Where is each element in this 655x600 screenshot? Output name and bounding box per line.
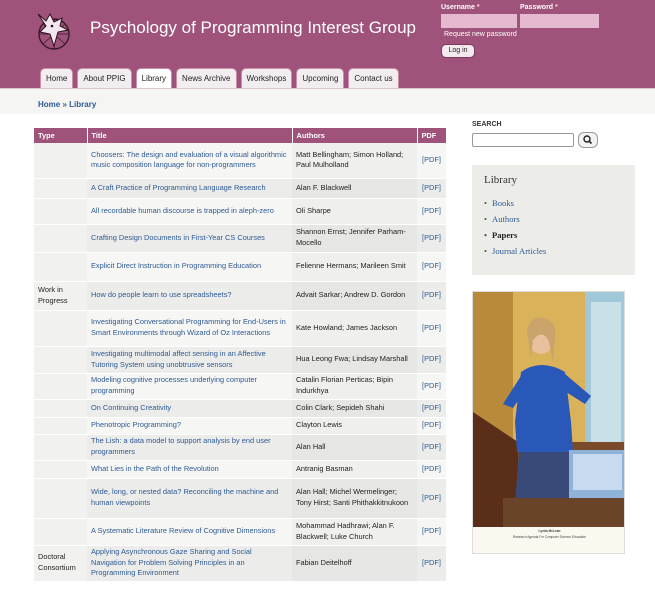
paper-title-link[interactable]: Choosers: The design and evaluation of a visual algorithmic music composition language for non-programmers <box>87 143 292 178</box>
row-type <box>34 310 87 346</box>
library-item-journal-articles[interactable]: • Journal Articles <box>484 246 546 262</box>
table-row <box>34 178 446 198</box>
header-title[interactable]: Title <box>87 128 292 143</box>
paper-title-link[interactable]: How do people learn to use spreadsheets? <box>87 281 292 310</box>
speaker-photo-image <box>473 292 625 527</box>
tab-home[interactable]: Home <box>40 68 73 88</box>
paper-authors: Colin Clark; Sepideh Shahi <box>292 399 417 417</box>
paper-title-link[interactable]: The Lish: a data model to support analysis by end user programmers <box>87 434 292 460</box>
table-row <box>34 143 446 178</box>
table-row <box>34 478 446 518</box>
pdf-link[interactable]: [PDF] <box>417 252 446 281</box>
paper-title-link[interactable]: What Lies in the Path of the Revolution <box>87 460 292 478</box>
pdf-link[interactable]: [PDF] <box>417 478 446 518</box>
search-label: SEARCH <box>472 121 502 128</box>
row-type <box>34 373 87 399</box>
paper-title-link[interactable]: Applying Asynchronous Gaze Sharing and Social Navigation for Problem Solving Principles in an Programming Environment <box>87 545 292 581</box>
paper-authors: Oli Sharpe <box>292 198 417 224</box>
pdf-link[interactable]: [PDF] <box>417 198 446 224</box>
pdf-link[interactable]: [PDF] <box>417 178 446 198</box>
library-item-books[interactable]: • Books <box>484 198 546 214</box>
table-row <box>34 434 446 460</box>
paper-authors: Clayton Lewis <box>292 417 417 434</box>
paper-title-link[interactable]: Crafting Design Documents in First-Year CS Courses <box>87 224 292 252</box>
paper-title-link[interactable]: A Systematic Literature Review of Cognitive Dimensions <box>87 518 292 545</box>
request-password-link[interactable]: Request new password <box>444 31 517 38</box>
pdf-link[interactable]: [PDF] <box>417 143 446 178</box>
row-type <box>34 518 87 545</box>
library-menu <box>472 165 635 275</box>
table-row <box>34 310 446 346</box>
paper-authors: Alan F. Blackwell <box>292 178 417 198</box>
paper-authors: Fabian Deitelhoff <box>292 545 417 581</box>
paper-title-link[interactable]: A Craft Practice of Programming Language Research <box>87 178 292 198</box>
row-type <box>34 198 87 224</box>
header-authors[interactable]: Authors <box>292 128 417 143</box>
table-row <box>34 460 446 478</box>
username-label: Username * <box>441 4 480 11</box>
speaker-photo <box>472 291 625 554</box>
paper-title-link[interactable]: Explicit Direct Instruction in Programming Education <box>87 252 292 281</box>
pdf-link[interactable]: [PDF] <box>417 417 446 434</box>
paper-authors: Hua Leong Fwa; Lindsay Marshall <box>292 346 417 373</box>
paper-title-link[interactable]: Investigating multimodal affect sensing in an Affective Tutoring System using unobtrusive sensors <box>87 346 292 373</box>
pdf-link[interactable]: [PDF] <box>417 310 446 346</box>
header-pdf: PDF <box>417 128 446 143</box>
tab-library[interactable]: Library <box>136 68 172 88</box>
table-row <box>34 346 446 373</box>
row-type <box>34 346 87 373</box>
paper-title-link[interactable]: All recordable human discourse is trapped in aleph-zero <box>87 198 292 224</box>
paper-title-link[interactable]: Modeling cognitive processes underlying computer programming <box>87 373 292 399</box>
paper-authors: Kate Howland; James Jackson <box>292 310 417 346</box>
row-type <box>34 143 87 178</box>
paper-authors: Alan Hall <box>292 434 417 460</box>
paper-title-link[interactable]: Wide, long, or nested data? Reconciling the machine and human viewpoints <box>87 478 292 518</box>
photo-caption-name: Lynda McLean <box>538 529 561 533</box>
password-label: Password * <box>520 4 558 11</box>
row-type <box>34 417 87 434</box>
table-row <box>34 224 446 252</box>
subheader-bar <box>0 88 655 114</box>
paper-title-link[interactable]: Phenotropic Programming? <box>87 417 292 434</box>
paper-authors: Mohammad Hadhrawi; Alan F. Blackwell; Luke Church <box>292 518 417 545</box>
pdf-link[interactable]: [PDF] <box>417 518 446 545</box>
photo-caption-subtitle: Research Agenda For Computer Science Education <box>512 535 587 539</box>
paper-authors: Catalin Florian Perticas; Bipin Indurkhya <box>292 373 417 399</box>
tab-about-ppig[interactable]: About PPIG <box>77 68 131 88</box>
paper-authors: Shannon Ernst; Jennifer Parham-Mocello <box>292 224 417 252</box>
paper-authors: Felienne Hermans; Marileen Smit <box>292 252 417 281</box>
library-menu-title: Library <box>484 174 517 186</box>
username-input[interactable] <box>441 14 517 28</box>
library-menu-list <box>484 198 546 262</box>
papers-table <box>34 128 447 582</box>
search-icon <box>579 133 597 147</box>
tab-news-archive[interactable]: News Archive <box>176 68 236 88</box>
search-input[interactable] <box>472 133 574 147</box>
library-item-papers[interactable]: • Papers <box>484 230 546 246</box>
row-type: Work in Progress <box>34 281 87 310</box>
main-nav-tabs <box>40 68 403 88</box>
paper-authors: Advait Sarkar; Andrew D. Gordon <box>292 281 417 310</box>
tab-workshops[interactable]: Workshops <box>241 68 293 88</box>
table-header-row <box>34 128 446 143</box>
search-button[interactable] <box>578 132 598 148</box>
row-type <box>34 224 87 252</box>
breadcrumb-separator: » <box>62 100 67 109</box>
site-header <box>0 0 655 88</box>
pdf-link[interactable]: [PDF] <box>417 460 446 478</box>
login-button[interactable]: Log in <box>441 44 475 58</box>
row-type <box>34 460 87 478</box>
table-row <box>34 417 446 434</box>
header-type[interactable]: Type <box>34 128 87 143</box>
pdf-link[interactable]: [PDF] <box>417 346 446 373</box>
pdf-link[interactable]: [PDF] <box>417 545 446 581</box>
table-row <box>34 399 446 417</box>
row-type <box>34 478 87 518</box>
table-row <box>34 198 446 224</box>
library-item-authors[interactable]: • Authors <box>484 214 546 230</box>
paper-authors: Antranig Basman <box>292 460 417 478</box>
pdf-link[interactable]: [PDF] <box>417 224 446 252</box>
ppig-logo-icon[interactable] <box>32 8 76 56</box>
table-row <box>34 373 446 399</box>
password-input[interactable] <box>520 14 599 28</box>
table-row <box>34 252 446 281</box>
paper-title-link[interactable]: Investigating Conversational Programming for End-Users in Smart Environments through Wizard of Oz Interactions <box>87 310 292 346</box>
breadcrumb-home[interactable]: Home <box>38 100 61 109</box>
row-type <box>34 434 87 460</box>
row-type <box>34 178 87 198</box>
tab-contact-us[interactable]: Contact us <box>348 68 398 88</box>
site-title[interactable]: Psychology of Programming Interest Group <box>90 18 416 37</box>
paper-authors: Matt Bellingham; Simon Holland; Paul Mulholland <box>292 143 417 178</box>
row-type <box>34 399 87 417</box>
breadcrumb <box>38 100 96 109</box>
table-row <box>34 545 446 581</box>
breadcrumb-current[interactable]: Library <box>69 100 97 109</box>
pdf-link[interactable]: [PDF] <box>417 281 446 310</box>
row-type: Doctoral Consortium <box>34 545 87 581</box>
paper-authors: Alan Hall; Michel Wermelinger; Tony Hirst; Santi Phithakkitnukoon <box>292 478 417 518</box>
tab-upcoming[interactable]: Upcoming <box>296 68 344 88</box>
row-type <box>34 252 87 281</box>
pdf-link[interactable]: [PDF] <box>417 373 446 399</box>
table-row <box>34 518 446 545</box>
paper-title-link[interactable]: On Continuing Creativity <box>87 399 292 417</box>
table-row <box>34 281 446 310</box>
pdf-link[interactable]: [PDF] <box>417 434 446 460</box>
pdf-link[interactable]: [PDF] <box>417 399 446 417</box>
